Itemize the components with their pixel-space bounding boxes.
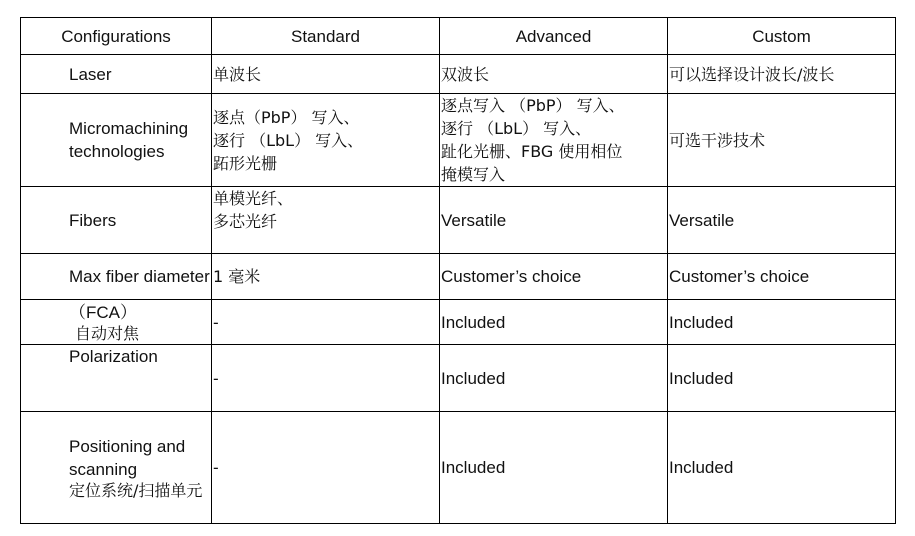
row-label-fca (21, 300, 212, 345)
row-label-fca-line1: （FCA） (69, 303, 137, 322)
cell-custom-fca: Included (668, 300, 896, 345)
cell-standard-laser: 单波长 (212, 55, 440, 94)
cell-standard-polarization: - (212, 345, 440, 412)
row-label-laser: Laser (21, 55, 212, 94)
row-label-max-fiber-diameter: Max fiber diameter (21, 254, 212, 300)
cell-standard-fibers (212, 187, 440, 254)
row-label-micromachining-text: Micromachining technologies (69, 119, 189, 161)
cell-custom-laser: 可以选择设计波长/波长 (668, 55, 896, 94)
cell-custom-polarization: Included (668, 345, 896, 412)
cell-advanced-laser: 双波长 (440, 55, 668, 94)
cell-advanced-micromachining-text: 逐点写入 （PbP） 写入、 逐行 （LbL） 写入、 趾化光栅、FBG 使用相位 掩模写入 (441, 96, 625, 184)
row-label-positioning (21, 412, 212, 524)
cell-advanced-polarization: Included (440, 345, 668, 412)
cell-advanced-positioning: Included (440, 412, 668, 524)
row-label-positioning-line1: Positioning and scanning (69, 437, 186, 479)
table-row (21, 345, 896, 412)
cell-standard-micromachining-text: 逐点（PbP） 写入、 逐行 （LbL） 写入、 跖形光栅 (213, 107, 364, 173)
table-header-row (21, 18, 896, 55)
cell-custom-fibers: Versatile (668, 187, 896, 254)
configurations-table (20, 17, 896, 524)
cell-standard-fca: - (212, 300, 440, 345)
cell-standard-fibers-text: 单模光纤、 多芯光纤 (213, 189, 294, 231)
header-standard: Standard (212, 18, 440, 55)
row-label-micromachining (21, 94, 212, 187)
table-row (21, 55, 896, 94)
table-row (21, 254, 896, 300)
cell-standard-positioning: - (212, 412, 440, 524)
header-custom: Custom (668, 18, 896, 55)
cell-custom-max-fiber-diameter: Customer’s choice (668, 254, 896, 300)
table-row (21, 94, 896, 187)
table-row (21, 300, 896, 345)
cell-custom-micromachining: 可选干涉技术 (668, 94, 896, 187)
cell-standard-max-fiber-diameter: 1 毫米 (212, 254, 440, 300)
row-label-fca-line2: 自动对焦 (75, 324, 140, 343)
cell-advanced-max-fiber-diameter: Customer’s choice (440, 254, 668, 300)
row-label-fibers: Fibers (21, 187, 212, 254)
table-row (21, 412, 896, 524)
table-row (21, 187, 896, 254)
cell-advanced-fca: Included (440, 300, 668, 345)
cell-custom-positioning: Included (668, 412, 896, 524)
header-advanced: Advanced (440, 18, 668, 55)
row-label-positioning-line2: 定位系统/扫描单元 (69, 481, 203, 500)
header-configurations: Configurations (21, 18, 212, 55)
row-label-polarization: Polarization (21, 345, 212, 412)
cell-advanced-fibers: Versatile (440, 187, 668, 254)
cell-standard-micromachining (212, 94, 440, 187)
cell-advanced-micromachining (440, 94, 668, 187)
